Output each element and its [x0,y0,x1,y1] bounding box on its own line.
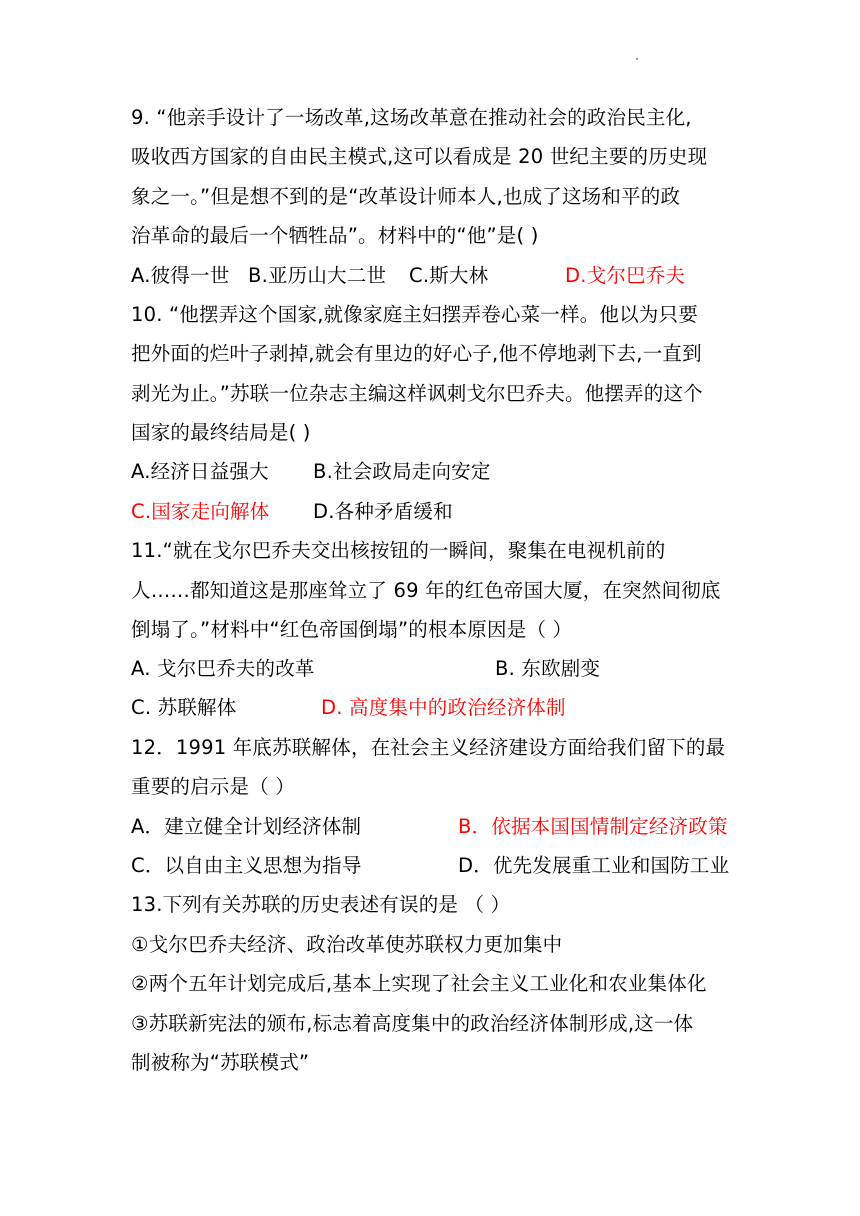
q12-option-b-answer: B．依据本国国情制定经济政策 [458,815,728,838]
q10-stem-line-3: 剥光为止。”苏联一位杂志主编这样讽刺戈尔巴乔夫。他摆弄的这个 [131,382,703,405]
q10-option-b: B.社会政局走向安定 [313,460,491,483]
q9-stem-line-4: 治革命的最后一个牺牲品”。材料中的“他”是( ) [131,224,539,247]
q10-options-row-1 [131,460,491,484]
q12-options-row-2 [131,854,730,878]
q10-options-row-2 [131,500,453,524]
q11-stem-line-3: 倒塌了。”材料中“红色帝国倒塌”的根本原因是（ ） [131,618,573,641]
q9-option-c: C.斯大林 [409,264,489,287]
q10-stem-line-2: 把外面的烂叶子剥掉,就会有里边的好心子,他不停地剥下去,一直到 [131,342,702,365]
q10-option-c-answer: C.国家走向解体 [131,500,270,523]
q11-stem-line-1: 11.“就在戈尔巴乔夫交出核按钮的一瞬间，聚集在电视机前的 [131,539,666,562]
q11-stem-line-2: 人……都知道这是那座耸立了 69 年的红色帝国大厦，在突然间彻底 [131,579,721,602]
q11-options-row-1 [131,657,601,681]
q12-option-d: D．优先发展重工业和国防工业 [458,854,730,877]
q11-option-b: B. 东欧剧变 [495,657,601,680]
q11-option-c: C. 苏联解体 [131,696,237,719]
q10-stem-line-1: 10. “他摆弄这个国家,就像家庭主妇摆弄卷心菜一样。他以为只要 [131,303,698,326]
q13-item-3-line-2: 制被称为“苏联模式” [131,1051,310,1074]
q12-options-row-1 [131,815,728,839]
q12-stem-line-2: 重要的启示是（ ） [131,775,295,798]
q11-option-d-answer: D. 高度集中的政治经济体制 [321,696,566,719]
q13-item-3-line-1: ③苏联新宪法的颁布,标志着高度集中的政治经济体制形成,这一体 [131,1012,694,1035]
q10-option-d: D.各种矛盾缓和 [313,500,453,523]
page-dot [636,58,638,60]
q9-option-b: B.亚历山大二世 [248,264,387,287]
q11-options-row-2 [131,696,566,720]
q9-stem-line-2: 吸收西方国家的自由民主模式,这可以看成是 20 世纪主要的历史现 [131,145,708,168]
q9-option-d-answer: D.戈尔巴乔夫 [565,264,686,287]
q13-stem: 13.下列有关苏联的历史表述有误的是 （ ） [131,893,511,916]
q9-option-a: A.彼得一世 [131,264,230,287]
q9-stem-line-3: 象之一。”但是想不到的是“改革设计师本人,也成了这场和平的政 [131,185,681,208]
q10-option-a: A.经济日益强大 [131,460,269,483]
q11-option-a: A. 戈尔巴乔夫的改革 [131,657,315,680]
q10-stem-line-4: 国家的最终结局是( ) [131,421,311,444]
q13-item-2: ②两个五年计划完成后,基本上实现了社会主义工业化和农业集体化 [131,972,707,995]
q12-stem-line-1: 12．1991 年底苏联解体，在社会主义经济建设方面给我们留下的最 [131,736,726,759]
q12-option-a: A．建立健全计划经济体制 [131,815,362,838]
q13-item-1: ①戈尔巴乔夫经济、政治改革使苏联权力更加集中 [131,933,563,956]
q9-options [131,264,686,288]
q12-option-c: C．以自由主义思想为指导 [131,854,362,877]
q9-stem-line-1: 9. “他亲手设计了一场改革,这场改革意在推动社会的政治民主化, [131,106,692,129]
